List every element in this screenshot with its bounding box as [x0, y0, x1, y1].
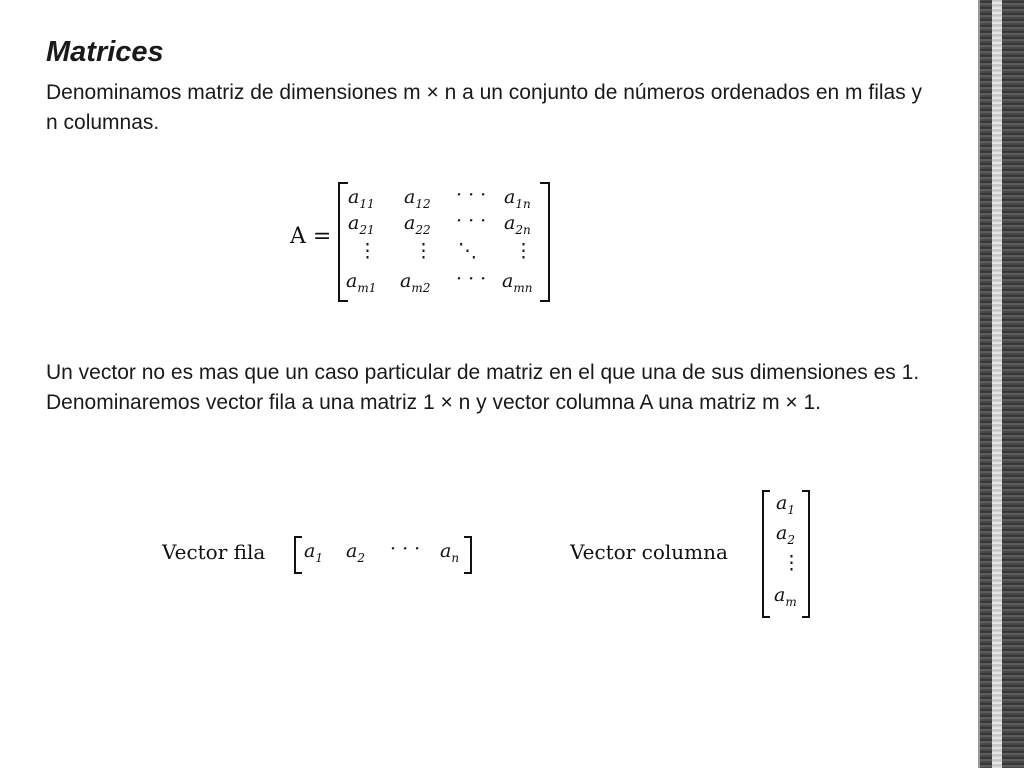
- vector-entry: $a_2$: [776, 522, 795, 547]
- matrix-entry: $a_{2n}$: [504, 212, 531, 237]
- vector-vdots: ⋮: [782, 552, 801, 574]
- matrix-A: [338, 182, 550, 298]
- matrix-vdots: ⋮: [514, 240, 533, 262]
- matrix-ellipsis: · · ·: [456, 210, 487, 232]
- vector-entry: $a_n$: [440, 540, 460, 565]
- vector-entry: $a_1$: [776, 492, 795, 517]
- matrix-entry: $a_{12}$: [404, 186, 431, 211]
- vector-paragraph: Un vector no es mas que un caso particular de matriz en el que una de sus dimensiones es 1. Denominaremos vector fila a una matriz 1 × n y vector columna A una matriz m × 1.: [46, 361, 920, 414]
- right-bracket: [464, 536, 472, 574]
- right-bracket: [802, 490, 810, 618]
- left-bracket: [762, 490, 770, 618]
- row-vector-label: Vector fila: [162, 540, 266, 564]
- column-vector: [762, 490, 810, 614]
- decorative-frame-stripe: [992, 0, 1002, 768]
- matrix-vdots: ⋮: [358, 240, 377, 262]
- matrix-entry: $a_{11}$: [348, 186, 375, 211]
- vector-ellipsis: · · ·: [390, 538, 421, 560]
- row-vector: [294, 536, 472, 570]
- matrix-entry: $a_{m2}$: [400, 270, 431, 295]
- right-bracket: [540, 182, 550, 302]
- left-bracket: [294, 536, 302, 574]
- vector-entry: $a_2$: [346, 540, 365, 565]
- decorative-side-frame: [980, 0, 1024, 768]
- matrix-entry: $a_{22}$: [404, 212, 431, 237]
- matrix-entry: $a_{21}$: [348, 212, 375, 237]
- matrix-entry: $a_{m1}$: [346, 270, 377, 295]
- vector-entry: $a_m$: [774, 584, 797, 609]
- column-vector-label: Vector columna: [570, 540, 728, 564]
- matrix-lhs: A =: [290, 224, 332, 249]
- slide-title: Matrices: [46, 36, 164, 68]
- matrix-ellipsis: · · ·: [456, 184, 487, 206]
- matrix-vdots: ⋮: [414, 240, 433, 262]
- definition-paragraph: Denominamos matriz de dimensiones m × n a un conjunto de números ordenados en m filas y n columnas.: [46, 81, 923, 134]
- matrix-ddots: ⋱: [458, 240, 477, 262]
- matrix-entry: $a_{1n}$: [504, 186, 531, 211]
- matrix-entry: $a_{mn}$: [502, 270, 533, 295]
- vector-entry: $a_1$: [304, 540, 323, 565]
- matrix-ellipsis: · · ·: [456, 268, 487, 290]
